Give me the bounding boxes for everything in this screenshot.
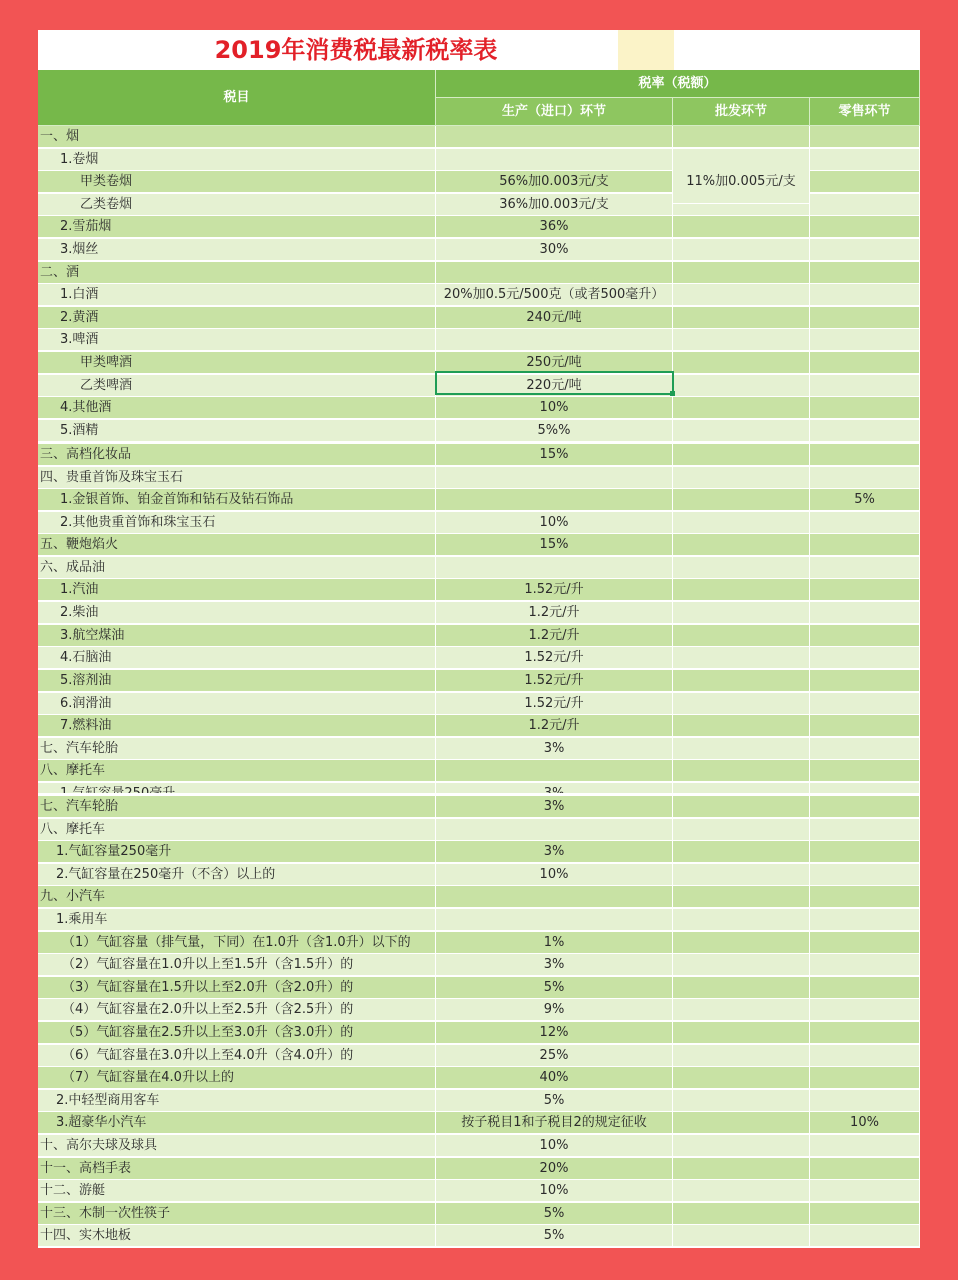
cell-retail[interactable] (810, 1022, 920, 1044)
table-row (38, 1203, 920, 1225)
cell-wholesale[interactable] (673, 307, 810, 329)
cell-item[interactable]: 十二、游艇 (38, 1180, 436, 1202)
table-row (38, 1225, 920, 1247)
table-row (38, 1158, 920, 1180)
cell-wholesale[interactable] (673, 864, 810, 886)
cell-item[interactable]: （2）气缸容量在1.0升以上至1.5升（含1.5升）的 (38, 954, 436, 976)
cell-retail[interactable] (810, 1135, 920, 1157)
cell-retail[interactable] (810, 954, 920, 976)
cell-item[interactable]: 乙类啤酒 (38, 375, 436, 397)
cell-retail[interactable] (810, 557, 920, 579)
cell-retail[interactable] (810, 352, 920, 374)
cell-retail[interactable] (810, 715, 920, 737)
cell-retail[interactable] (810, 647, 920, 669)
cell-wholesale[interactable] (673, 1112, 810, 1134)
header-wholesale[interactable]: 批发环节 (673, 98, 810, 126)
cell-wholesale[interactable] (673, 579, 810, 601)
cell-production[interactable] (436, 262, 673, 284)
table-row (38, 329, 920, 351)
cell-item[interactable]: 六、成品油 (38, 557, 436, 579)
table-row (38, 886, 920, 908)
cell-retail[interactable] (810, 864, 920, 886)
cell-item[interactable]: （4）气缸容量在2.0升以上至2.5升（含2.5升）的 (38, 999, 436, 1021)
cell-retail[interactable] (810, 886, 920, 908)
cell-production[interactable]: 40% (436, 1067, 673, 1089)
cell-production[interactable] (436, 886, 673, 908)
page-title: 2019年消费税最新税率表 (214, 36, 498, 64)
cell-item[interactable]: 1.金银首饰、铂金首饰和钻石及钻石饰品 (38, 489, 436, 511)
cell-wholesale[interactable] (673, 1135, 810, 1157)
table-row (38, 397, 920, 419)
cell-retail[interactable] (810, 625, 920, 647)
cell-retail[interactable] (810, 239, 920, 261)
cell-production[interactable]: 240元/吨 (436, 307, 673, 329)
cell-production[interactable]: 1.2元/升 (436, 715, 673, 737)
table-row (38, 284, 920, 306)
cell-wholesale[interactable] (673, 512, 810, 534)
cell-item[interactable]: 十、高尔夫球及球具 (38, 1135, 436, 1157)
cell-retail[interactable] (810, 602, 920, 624)
cell-production[interactable]: 20% (436, 1158, 673, 1180)
cell-wholesale[interactable] (673, 886, 810, 908)
cell-wholesale[interactable] (673, 977, 810, 999)
cell-item[interactable]: （3）气缸容量在1.5升以上至2.0升（含2.0升）的 (38, 977, 436, 999)
cell-item[interactable]: 3.超豪华小汽车 (38, 1112, 436, 1134)
cell-production[interactable]: 15% (436, 534, 673, 556)
cell-item[interactable]: 七、汽车轮胎 (38, 796, 436, 818)
cell-item[interactable]: 十一、高档手表 (38, 1158, 436, 1180)
cell-wholesale[interactable] (673, 841, 810, 863)
table-row (38, 647, 920, 669)
table-row (38, 216, 920, 238)
cell-wholesale[interactable] (673, 329, 810, 351)
cell-wholesale[interactable] (673, 1045, 810, 1067)
cell-production[interactable]: 3% (436, 796, 673, 818)
cell-production[interactable]: 10% (436, 397, 673, 419)
cell-retail[interactable] (810, 420, 920, 442)
table-row (38, 557, 920, 579)
cell-item[interactable]: 八、摩托车 (38, 760, 436, 782)
table-row (38, 262, 920, 284)
table-row (38, 467, 920, 489)
cell-wholesale[interactable] (673, 352, 810, 374)
table-row (38, 760, 920, 782)
cell-wholesale[interactable] (673, 932, 810, 954)
cell-wholesale[interactable] (673, 760, 810, 782)
cell-wholesale[interactable] (673, 738, 810, 760)
wholesale-cigarette-rate[interactable]: 11%加0.005元/支 (673, 160, 810, 204)
cell-item[interactable]: 乙类卷烟 (38, 194, 436, 216)
table-row (38, 999, 920, 1021)
cell-production[interactable]: 10% (436, 864, 673, 886)
cell-production[interactable]: 9% (436, 999, 673, 1021)
cell-production[interactable]: 250元/吨 (436, 352, 673, 374)
cell-retail[interactable] (810, 307, 920, 329)
cell-item[interactable]: （6）气缸容量在3.0升以上至4.0升（含4.0升）的 (38, 1045, 436, 1067)
cell-item[interactable]: 2.中轻型商用客车 (38, 1090, 436, 1112)
cell-production[interactable]: 5% (436, 1203, 673, 1225)
cell-production[interactable] (436, 329, 673, 351)
table-row (38, 932, 920, 954)
table-row (38, 1135, 920, 1157)
table-row (38, 444, 920, 466)
table-row (38, 534, 920, 556)
cell-item[interactable]: （1）气缸容量（排气量，下同）在1.0升（含1.0升）以下的 (38, 932, 436, 954)
cell-wholesale[interactable] (673, 647, 810, 669)
cell-production[interactable] (436, 819, 673, 841)
cell-item[interactable]: 四、贵重首饰及珠宝玉石 (38, 467, 436, 489)
cell-production[interactable] (436, 909, 673, 931)
cell-wholesale[interactable] (673, 489, 810, 511)
cell-retail[interactable]: 10% (810, 1112, 920, 1134)
cell-retail[interactable] (810, 1045, 920, 1067)
cell-retail[interactable] (810, 284, 920, 306)
cell-item[interactable]: 7.燃料油 (38, 715, 436, 737)
cell-retail[interactable] (810, 534, 920, 556)
cell-production[interactable]: 3% (436, 841, 673, 863)
cell-item[interactable]: 5.酒精 (38, 420, 436, 442)
cell-wholesale[interactable] (673, 1158, 810, 1180)
cell-production[interactable]: 1% (436, 932, 673, 954)
cell-production[interactable] (436, 467, 673, 489)
cell-item[interactable]: 1.乘用车 (38, 909, 436, 931)
cell-production[interactable]: 10% (436, 512, 673, 534)
cell-wholesale[interactable] (673, 1090, 810, 1112)
cell-retail[interactable] (810, 262, 920, 284)
cell-item[interactable]: 甲类啤酒 (38, 352, 436, 374)
cell-item[interactable]: 甲类卷烟 (38, 171, 436, 193)
cell-retail[interactable] (810, 932, 920, 954)
table-row (38, 625, 920, 647)
cell-retail[interactable] (810, 171, 920, 193)
cell-item[interactable]: 4.石脑油 (38, 647, 436, 669)
cell-retail[interactable] (810, 512, 920, 534)
table-row (38, 954, 920, 976)
cell-item[interactable]: 五、鞭炮焰火 (38, 534, 436, 556)
cell-item[interactable]: 七、汽车轮胎 (38, 738, 436, 760)
table-row (38, 512, 920, 534)
cell-item[interactable]: 2.雪茄烟 (38, 216, 436, 238)
cell-production[interactable]: 12% (436, 1022, 673, 1044)
header-production[interactable]: 生产（进口）环节 (436, 98, 673, 126)
table-row (38, 864, 920, 886)
cell-wholesale[interactable] (673, 375, 810, 397)
cell-retail[interactable]: 5% (810, 489, 920, 511)
table-row (38, 579, 920, 601)
cell-wholesale[interactable] (673, 1022, 810, 1044)
cell-retail[interactable] (810, 738, 920, 760)
table-row (38, 1112, 920, 1134)
cell-wholesale[interactable] (673, 1180, 810, 1202)
cell-retail[interactable] (810, 216, 920, 238)
cell-production[interactable] (436, 760, 673, 782)
cell-retail[interactable] (810, 194, 920, 216)
cell-production[interactable] (436, 149, 673, 171)
cell-item[interactable]: 2.其他贵重首饰和珠宝玉石 (38, 512, 436, 534)
cell-item[interactable]: 3.烟丝 (38, 239, 436, 261)
cell-production[interactable]: 5%% (436, 420, 673, 442)
header-retail[interactable]: 零售环节 (810, 98, 920, 126)
cell-retail[interactable] (810, 796, 920, 818)
header-item[interactable]: 税目 (38, 70, 436, 126)
cell-production[interactable]: 20%加0.5元/500克（或者500毫升） (436, 284, 673, 306)
cell-wholesale[interactable] (673, 796, 810, 818)
cell-wholesale[interactable] (673, 602, 810, 624)
cell-item[interactable]: 2.柴油 (38, 602, 436, 624)
table-row (38, 1022, 920, 1044)
cell-production[interactable]: 25% (436, 1045, 673, 1067)
cell-wholesale[interactable] (673, 1203, 810, 1225)
cell-item[interactable]: 一、烟 (38, 126, 436, 148)
table-row (38, 715, 920, 737)
cell-retail[interactable] (810, 670, 920, 692)
title-bar (38, 30, 920, 70)
cell-wholesale[interactable] (673, 397, 810, 419)
cell-production[interactable]: 30% (436, 239, 673, 261)
table-row (38, 602, 920, 624)
table-row (38, 1180, 920, 1202)
cell-wholesale[interactable] (673, 126, 810, 148)
cell-item[interactable]: 3.航空煤油 (38, 625, 436, 647)
cell-wholesale[interactable] (673, 954, 810, 976)
cell-retail[interactable] (810, 126, 920, 148)
cell-item[interactable]: 1.白酒 (38, 284, 436, 306)
cell-item[interactable]: 6.润滑油 (38, 693, 436, 715)
cell-item[interactable]: 3.啤酒 (38, 329, 436, 351)
cell-production[interactable]: 10% (436, 1180, 673, 1202)
cell-retail[interactable] (810, 579, 920, 601)
cell-production[interactable]: 1.2元/升 (436, 625, 673, 647)
cell-wholesale[interactable] (673, 670, 810, 692)
cell-retail[interactable] (810, 397, 920, 419)
table-row (38, 909, 920, 931)
table-row (38, 738, 920, 760)
cell-item[interactable]: （7）气缸容量在4.0升以上的 (38, 1067, 436, 1089)
cell-item[interactable]: 九、小汽车 (38, 886, 436, 908)
cell-wholesale[interactable] (673, 444, 810, 466)
cell-retail[interactable] (810, 1203, 920, 1225)
cell-retail[interactable] (810, 1090, 920, 1112)
cell-retail[interactable] (810, 693, 920, 715)
cell-production[interactable]: 5% (436, 977, 673, 999)
table-row (38, 489, 920, 511)
cell-retail[interactable] (810, 149, 920, 171)
cell-item[interactable]: 1.气缸容量250毫升 (38, 841, 436, 863)
cell-production[interactable]: 1.2元/升 (436, 602, 673, 624)
cell-item[interactable]: 三、高档化妆品 (38, 444, 436, 466)
cell-production[interactable]: 220元/吨 (436, 375, 673, 397)
cell-retail[interactable] (810, 1225, 920, 1247)
cell-production[interactable]: 10% (436, 1135, 673, 1157)
cell-production[interactable] (436, 126, 673, 148)
cell-item[interactable]: 1.卷烟 (38, 149, 436, 171)
cell-wholesale[interactable] (673, 999, 810, 1021)
cell-production[interactable]: 1.52元/升 (436, 647, 673, 669)
table-row (38, 126, 920, 148)
cell-wholesale[interactable] (673, 557, 810, 579)
cell-retail[interactable] (810, 329, 920, 351)
cell-wholesale[interactable] (673, 420, 810, 442)
cell-wholesale[interactable] (673, 693, 810, 715)
cell-production[interactable]: 15% (436, 444, 673, 466)
cell-production[interactable] (436, 557, 673, 579)
cell-production[interactable]: 1.52元/升 (436, 670, 673, 692)
cell-retail[interactable] (810, 819, 920, 841)
cell-production[interactable]: 5% (436, 1225, 673, 1247)
cell-production[interactable] (436, 489, 673, 511)
cell-wholesale[interactable] (673, 909, 810, 931)
spreadsheet (38, 30, 920, 1248)
selected-cell-outline (435, 371, 674, 395)
table-row (38, 796, 920, 818)
cell-production[interactable]: 36% (436, 216, 673, 238)
cell-item[interactable]: 十三、木制一次性筷子 (38, 1203, 436, 1225)
cell-retail[interactable] (810, 1158, 920, 1180)
cell-retail[interactable] (810, 977, 920, 999)
table-row (38, 1067, 920, 1089)
cell-wholesale[interactable] (673, 819, 810, 841)
cell-item[interactable]: 1.汽油 (38, 579, 436, 601)
cell-wholesale[interactable] (673, 216, 810, 238)
cell-production[interactable]: 3% (436, 738, 673, 760)
cell-wholesale[interactable] (673, 534, 810, 556)
cell-retail[interactable] (810, 841, 920, 863)
cell-wholesale[interactable] (673, 1067, 810, 1089)
cell-item[interactable]: 八、摩托车 (38, 819, 436, 841)
cell-production[interactable]: 36%加0.003元/支 (436, 194, 673, 216)
cell-production[interactable]: 1.52元/升 (436, 693, 673, 715)
cell-retail[interactable] (810, 444, 920, 466)
cell-wholesale[interactable] (673, 239, 810, 261)
cell-item[interactable]: （5）气缸容量在2.5升以上至3.0升（含3.0升）的 (38, 1022, 436, 1044)
cell-production[interactable]: 1.52元/升 (436, 579, 673, 601)
cell-item[interactable]: 2.黄酒 (38, 307, 436, 329)
cell-retail[interactable] (810, 467, 920, 489)
cell-item[interactable]: 十四、实木地板 (38, 1225, 436, 1247)
cell-retail[interactable] (810, 999, 920, 1021)
table-row (38, 977, 920, 999)
table-row (38, 693, 920, 715)
table-row (38, 1045, 920, 1067)
table-row (38, 420, 920, 442)
table-row (38, 239, 920, 261)
cell-retail[interactable] (810, 1067, 920, 1089)
cell-production[interactable]: 按子税目1和子税目2的规定征收 (436, 1112, 673, 1134)
table-row (38, 1090, 920, 1112)
fill-handle[interactable] (670, 391, 675, 396)
cell-production[interactable]: 56%加0.003元/支 (436, 171, 673, 193)
table-row (38, 670, 920, 692)
cell-item[interactable]: 二、酒 (38, 262, 436, 284)
cell-wholesale[interactable] (673, 467, 810, 489)
cell-retail[interactable] (810, 760, 920, 782)
cell-item[interactable]: 2.气缸容量在250毫升（不含）以上的 (38, 864, 436, 886)
cell-production[interactable]: 5% (436, 1090, 673, 1112)
cell-retail[interactable] (810, 909, 920, 931)
cell-production[interactable]: 3% (436, 954, 673, 976)
cell-item[interactable]: 4.其他酒 (38, 397, 436, 419)
cell-wholesale[interactable] (673, 715, 810, 737)
cell-retail[interactable] (810, 1180, 920, 1202)
cell-wholesale[interactable] (673, 625, 810, 647)
cell-wholesale[interactable] (673, 1225, 810, 1247)
table-row (38, 307, 920, 329)
header-rate[interactable]: 税率（税额） (436, 70, 920, 98)
table-row (38, 841, 920, 863)
cell-retail[interactable] (810, 375, 920, 397)
table-row (38, 819, 920, 841)
image-seam (38, 793, 920, 796)
cell-item[interactable]: 5.溶剂油 (38, 670, 436, 692)
cell-wholesale[interactable] (673, 284, 810, 306)
cell-wholesale[interactable] (673, 262, 810, 284)
